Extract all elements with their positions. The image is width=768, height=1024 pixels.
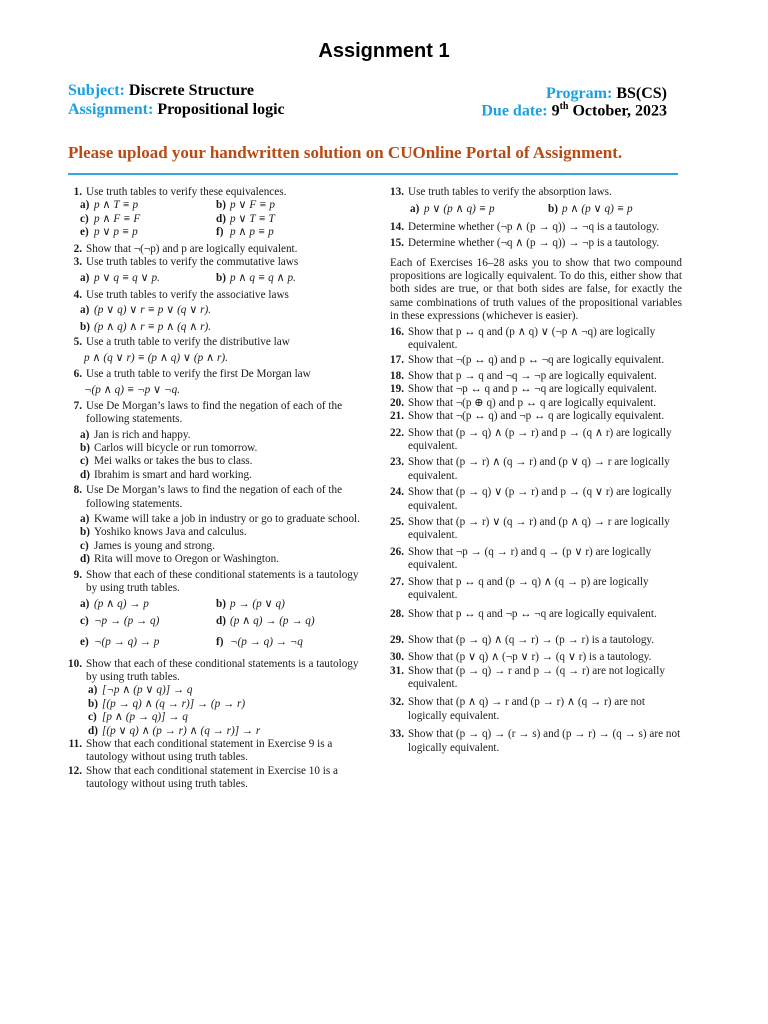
subject-label: Subject: [68, 82, 125, 99]
exercise-11: 11. Show that each conditional statement in Exercise 9 is a tautology without using truth tables. [68, 738, 333, 764]
exercise-1: 1. Use truth tables to verify these equivalences. [73, 186, 287, 198]
exercise-6: 6. Use a truth table to verify the first De Morgan law [73, 367, 311, 380]
assignment-line [68, 101, 285, 119]
assignment-label: Assignment: [68, 101, 154, 118]
subject-line [68, 82, 254, 100]
exercise-21: 21. Show that ¬(p ↔ q) and ¬p ↔ q are logically equivalent. [390, 410, 665, 423]
exercise-intro: Each of Exercises 16–28 asks you to show that two compound propositions are logically equivalent. To do this, either show that both sides are true, or that both sides are false, for exactly the same combinations of truth values of the propositional variables in these expressions (whichever is easier). [390, 256, 682, 323]
exercise-9: 9. Show that each of these conditional statements is a tautology by using truth tables. [73, 568, 359, 594]
due-rest: October, 2023 [572, 102, 667, 120]
exercise-3: 3. Use truth tables to verify the commutative laws [73, 256, 299, 269]
exercise-26: 26. Show that ¬p → (q → r) and q → (p ∨ r) are logically equivalent. [390, 545, 652, 572]
exercise-29: 29. Show that (p → q) ∧ (q → r) → (p → r) is a tautology. [390, 633, 655, 646]
due-day-suffix: th [559, 101, 569, 112]
exercise-23: 23. Show that (p → r) ∧ (q → r) and (p ∨ q) → r are logically equivalent. [390, 456, 670, 482]
exercise-10: 10. Show that each of these conditional statements is a tautology by using truth tables. [68, 657, 359, 683]
exercise-32: 32. Show that (p ∧ q) → r and (p → r) ∧ (q → r) are not logically equivalent. [390, 696, 645, 722]
program-value: BS(CS) [616, 85, 667, 102]
exercise-22: 22. Show that (p → q) ∧ (p → r) and p → (q ∧ r) are logically equivalent. [390, 426, 672, 452]
exercise-12: 12. Show that each conditional statement in Exercise 10 is a tautology without using truth tables. [68, 764, 338, 791]
exercise-18: 18. Show that p → q and ¬q → ¬p are logically equivalent. [390, 369, 657, 382]
exercise-19: 19. Show that ¬p ↔ q and p ↔ ¬q are logically equivalent. [390, 383, 657, 396]
exercise-31: 31. Show that (p → q) → r and p → (q → r) are not logically equivalent. [390, 664, 665, 690]
left-column: 1. Use truth tables to verify these equivalences. a) p ∧ T ≡ p b) p ∨ F ≡ p c) p ∧ F ≡ F d) p ∨ T ≡ T e) p ∨ p ≡ p f) p ∧ p ≡ p 2. Show that ¬(¬p) and p are logically equivalent. 3. Use truth tables to verify the commutative laws a) p ∨ q ≡ q ∨ p. b) p ∧ q ≡ q ∧ p. 4. Use truth tables to verify the associative laws a) (p ∨ q) ∨ r ≡ p ∨ (q ∨ r). b) (p ∧ q) ∧ r ≡ p ∧ (q ∧ r). 5. Use a truth table to verify the distributive law p ∧ (q ∨ r) ≡ (p ∧ q) ∨ (p ∧ r). 6. Use a truth table to verify the first De Morgan law ¬(p ∧ q) ≡ ¬p ∨ ¬q. 7. Use De Morgan’s laws to find the negation of each of the following statements. a) Jan is rich and happy. b) Carlos will bicycle or run tomorrow. c) Mei walks or takes the bus to class. d) Ibrahim is smart and hard working. 8. Use De Morgan’s laws to find the negation of each of the following statements. a) Kwame will take a job in industry or go to graduate school. b) Yoshiko knows Java and calculus. c) James is young and strong. d) Rita will move to Oregon or Washington. 9. Show that each of these conditional statements is a tautology by using truth tables. a) (p ∧ q) → p b) p → (p ∨ q) c) ¬p → (p → q) d) (p ∧ q) → (p → q) e) ¬(p → q) → p f) ¬(p → q) → ¬q 10. Show that each of these conditional statements is a tautology by using truth tables. a) [¬p ∧ (p ∨ q)] → q b) [(p → q) ∧ (q → r)] → (p → r) c) [p ∧ (p → q)] → q d) [(p ∨ q) ∧ (p → r) ∧ (q → r)] → r 11. Show that each conditional statement in Exercise 9 is a tautology without using truth tables. 12. Show that each conditional statement in Exercise 10 is a tautology without using truth tables. [66, 186, 360, 792]
page-title: Assignment 1 [318, 40, 450, 62]
exercise-16: 16. Show that p ↔ q and (p ∧ q) ∨ (¬p ∧ ¬q) are logically equivalent. [390, 325, 656, 352]
exercise-13: 13. Use truth tables to verify the absorption laws. [390, 186, 612, 198]
exercise-8: 8. Use De Morgan’s laws to find the negation of each of the following statements. [73, 484, 343, 510]
exercise-14: 14. Determine whether (¬p ∧ (p → q)) → ¬q is a tautology. [390, 220, 660, 233]
exercise-4: 4. Use truth tables to verify the associative laws [73, 288, 289, 301]
exercise-28: 28. Show that p ↔ q and ¬p ↔ ¬q are logically equivalent. [390, 608, 657, 621]
upload-notice: Please upload your handwritten solution on CUOnline Portal of Assignment. [68, 143, 623, 162]
due-date-label: Due date: [481, 102, 548, 120]
exercise-27: 27. Show that p ↔ q and (p → q) ∧ (q → p) are logically equivalent. [390, 575, 649, 601]
divider [68, 173, 678, 175]
exercise-33: 33. Show that (p → q) → (r → s) and (p → r) → (q → s) are not logically equivalent. [390, 728, 681, 754]
exercise-30: 30. Show that (p ∨ q) ∧ (¬p ∨ r) → (q ∨ r) is a tautology. [390, 651, 652, 664]
exercise-7: 7. Use De Morgan’s laws to find the negation of each of the following statements. [73, 399, 343, 426]
right-column: 13. Use truth tables to verify the absorption laws. a) p ∨ (p ∧ q) ≡ p b) p ∧ (p ∨ q) ≡ p 14. Determine whether (¬p ∧ (p → q)) → ¬q is a tautology. 15. Determine whether (¬q ∧ (p → q)) → ¬p is a tautology. Each of Exercises 16–28 asks you to show that two compound propositions are logically equivalent. To do this, either show that both sides are true, or that both sides are false, for exactly the same combinations of truth values of the propositional variables in these expressions (whichever is easier). 16. Show that p ↔ q and (p ∧ q) ∨ (¬p ∧ ¬q) are logically equivalent. 17. Show that ¬(p ↔ q) and p ↔ ¬q are logically equivalent. 18. Show that p → q and ¬q → ¬p are logically equivalent. 19. Show that ¬p ↔ q and p ↔ ¬q are logically equivalent. 20. Show that ¬(p ⊕ q) and p ↔ q are logically equivalent. 21. Show that ¬(p ↔ q) and ¬p ↔ q are logically equivalent. 22. Show that (p → q) ∧ (p → r) and p → (q ∧ r) are logically equivalent. 23. Show that (p → r) ∧ (q → r) and (p ∨ q) → r are logically equivalent. 24. Show that (p → q) ∨ (p → r) and p → (q ∨ r) are logically equivalent. 25. Show that (p → r) ∨ (q → r) and (p ∧ q) → r are logically equivalent. 26. Show that ¬p → (q → r) and q → (p ∨ r) are logically equivalent. 27. Show that p ↔ q and (p → q) ∧ (q → p) are logically equivalent. 28. Show that p ↔ q and ¬p ↔ ¬q are logically equivalent. 29. Show that (p → q) ∧ (q → r) → (p → r) is a tautology. 30. Show that (p ∨ q) ∧ (¬p ∨ r) → (q ∨ r) is a tautology. 31. Show that (p → q) → r and p → (q → r) are not logically equivalent. 32. Show that (p ∧ q) → r and (p → r) ∧ (q → r) are not logically equivalent. 33. Show that (p → q) → (r → s) and (p → r) → (q → s) are not logically equivalent. [390, 186, 682, 754]
exercise-17: 17. Show that ¬(p ↔ q) and p ↔ ¬q are logically equivalent. [390, 354, 665, 367]
due-date-line [481, 101, 667, 120]
assignment-value: Propositional logic [157, 101, 285, 118]
exercise-20: 20. Show that ¬(p ⊕ q) and p ↔ q are logically equivalent. [390, 396, 657, 409]
exercise-2: 2. Show that ¬(¬p) and p are logically equivalent. [73, 242, 298, 255]
exercise-5: 5. Use a truth table to verify the distributive law [73, 336, 290, 349]
subject-value: Discrete Structure [128, 82, 255, 99]
exercise-24: 24. Show that (p → q) ∨ (p → r) and p → (q ∨ r) are logically equivalent. [390, 486, 672, 512]
program-label: Program: [545, 85, 613, 102]
exercise-15: 15. Determine whether (¬q ∧ (p → q)) → ¬p is a tautology. [390, 237, 660, 250]
due-day: 9 [551, 102, 560, 120]
exercise-25: 25. Show that (p → r) ∨ (q → r) and (p ∧ q) → r are logically equivalent. [390, 515, 670, 542]
